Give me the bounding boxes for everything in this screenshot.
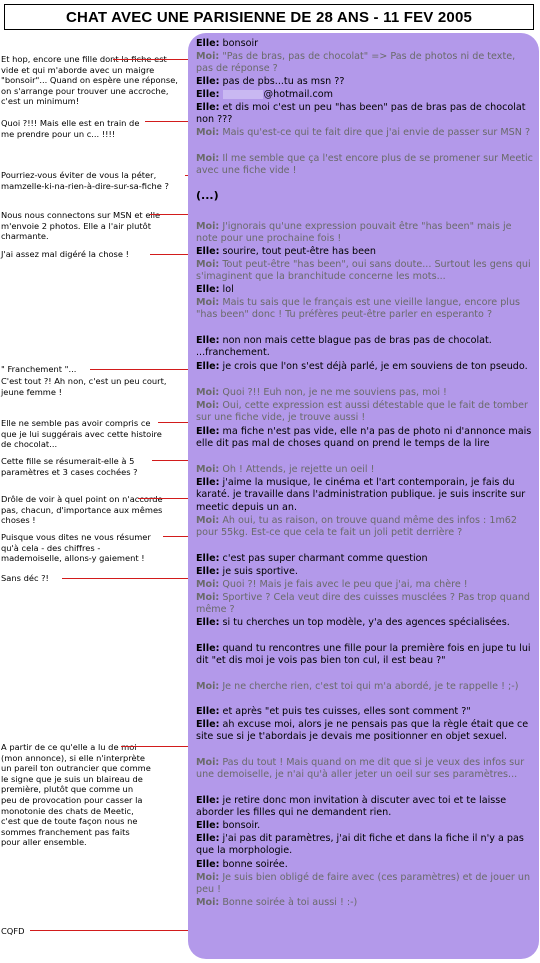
chat-message xyxy=(196,833,535,858)
connector-line xyxy=(150,214,193,215)
annotation: CQFD xyxy=(1,926,25,936)
chat-message xyxy=(196,566,535,578)
chat-message xyxy=(196,579,535,591)
chat-message xyxy=(196,859,535,871)
message-text: Oh ! Attends, je rejette un oeil ! xyxy=(222,464,375,475)
speaker-label: Moi: xyxy=(196,153,220,164)
annotation: Elle ne semble pas avoir compris ce que je lui suggérais avec cette histoire de chocolat... xyxy=(1,418,162,450)
page-title-box xyxy=(4,4,534,30)
chat-message xyxy=(196,872,535,897)
chat-message xyxy=(196,246,535,258)
chat-message xyxy=(196,795,535,820)
message-text: Sportive ? Cela veut dire des cuisses musclées ? Pas trop quand même ? xyxy=(196,592,530,616)
speaker-label: Moi: xyxy=(196,221,220,232)
annotation: C'est tout ?! Ah non, c'est un peu court, jeune femme ! xyxy=(1,376,167,397)
speaker-label: Elle: xyxy=(196,89,220,100)
speaker-label: Elle: xyxy=(196,246,220,257)
chat-message xyxy=(196,592,535,617)
speaker-label: Moi: xyxy=(196,51,220,62)
chat-message xyxy=(196,284,535,296)
chat-message xyxy=(196,76,535,88)
chat-message xyxy=(196,719,535,744)
chat-message xyxy=(196,51,535,76)
message-text: je suis sportive. xyxy=(222,566,298,577)
message-text: J'ignorais qu'une expression pouvait être "has been" mais je note pour une prochaine fois ! xyxy=(196,221,512,245)
speaker-label: Elle: xyxy=(196,617,220,628)
speaker-label: Elle: xyxy=(196,553,220,564)
speaker-label: Moi: xyxy=(196,387,220,398)
chat-message xyxy=(196,400,535,425)
chat-message xyxy=(196,617,535,629)
chat-message xyxy=(196,102,535,127)
message-text: Mais tu sais que le français est une vieille langue, encore plus "has been" donc ! Tu préfères peut-être parler en esperanto ? xyxy=(196,297,521,321)
annotation: Nous nous connectons sur MSN et elle m'envoie 2 photos. Elle a l'air plutôt charmante. xyxy=(1,210,161,242)
speaker-label: Moi: xyxy=(196,872,220,883)
message-text: Je ne cherche rien, c'est toi qui m'a abordé, je te rappelle ! ;-) xyxy=(222,681,519,692)
chat-message xyxy=(196,259,535,284)
message-text: si tu cherches un top modèle, y'a des agences spécialisées. xyxy=(222,617,510,628)
speaker-label: Elle: xyxy=(196,820,220,831)
message-text: ah excuse moi, alors je ne pensais pas que la règle était que ce site sue si je t'abordais je devais me positionner en objet sexuel. xyxy=(196,719,529,743)
speaker-label: Elle: xyxy=(196,643,220,654)
chat-message xyxy=(196,553,535,565)
speaker-label: Elle: xyxy=(196,335,220,346)
speaker-label: Moi: xyxy=(196,681,220,692)
annotation: A partir de ce qu'elle a lu de moi (mon annonce), si elle n'interprète un pareil ton outrancier que comme le signe que je suis un blaireau de première, plutôt que comme un peu de provocation pour casser la monotonie des chats de Meetic, c'est que de toute façon nous ne sommes franchement pas faits pour aller ensemble. xyxy=(1,742,151,848)
redacted-email-user xyxy=(223,90,263,99)
speaker-label: Moi: xyxy=(196,515,220,526)
chat-message xyxy=(196,38,535,50)
message-text: Tout peut-être "has been", oui sans doute... Surtout les gens qui s'imaginent que la branchitude concerne les mots... xyxy=(196,259,531,283)
message-text: lol xyxy=(222,284,234,295)
chat-message xyxy=(196,820,535,832)
speaker-label: Moi: xyxy=(196,259,220,270)
connector-line xyxy=(145,121,193,122)
message-text: c'est pas super charmant comme question xyxy=(222,553,428,564)
connector-line xyxy=(152,460,193,461)
message-text: Ah oui, tu as raison, on trouve quand même des infos : 1m62 pour 55kg. Est-ce que cela te fait un joli petit derrière ? xyxy=(196,515,517,539)
message-text: bonsoir xyxy=(222,38,259,49)
connector-line xyxy=(150,254,193,255)
chat-message xyxy=(196,757,535,782)
speaker-label: Moi: xyxy=(196,579,220,590)
chat-message xyxy=(196,706,535,718)
annotation: " Franchement "... xyxy=(1,364,77,374)
message-text: pas de pbs...tu as msn ?? xyxy=(222,76,345,87)
message-text: et dis moi c'est un peu "has been" pas de bras pas de chocolat non ??? xyxy=(196,102,526,126)
message-text: quand tu rencontres une fille pour la première fois en jupe tu lui dit "et dis moi je vois pas bien ton cul, il est beau ?" xyxy=(196,643,531,667)
speaker-label: Elle: xyxy=(196,859,220,870)
message-text: Quoi ?! Mais je fais avec le peu que j'ai, ma chère ! xyxy=(222,579,468,590)
annotation: Pourriez-vous éviter de vous la péter, mamzelle-ki-na-rien-à-dire-sur-sa-fiche ? xyxy=(1,170,169,191)
speaker-label: Elle: xyxy=(196,477,220,488)
chat-message xyxy=(196,221,535,246)
annotation: Puisque vous dites ne vous résumer qu'à cela - des chiffres - mademoiselle, allons-y gaiement ! xyxy=(1,532,151,564)
speaker-label: Elle: xyxy=(196,426,220,437)
annotation: Et hop, encore une fille dont la fiche est vide et qui m'aborde avec un maigre "bonsoir"... Quand on espère une réponse, on s'arrange pour trouver une accroche, c'est un minimum! xyxy=(1,54,178,107)
annotation: Cette fille se résumerait-elle à 5 paramètres et 3 cases cochées ? xyxy=(1,456,138,477)
annotation: Quoi ?!!! Mais elle est en train de me prendre pour un c... !!!! xyxy=(1,118,140,139)
speaker-label: Elle: xyxy=(196,284,220,295)
speaker-label: Elle: xyxy=(196,833,220,844)
speaker-label: Moi: xyxy=(196,297,220,308)
chat-ellipsis xyxy=(196,190,535,202)
message-text: ma fiche n'est pas vide, elle n'a pas de photo ni d'annonce mais elle dit pas mal de choses quand on prend le temps de la lire xyxy=(196,426,532,450)
chat-message xyxy=(196,335,535,360)
message-text: @hotmail.com xyxy=(263,89,333,100)
message-text: je retire donc mon invitation à discuter avec toi et te laisse aborder les filles qui ne demandent rien. xyxy=(196,795,507,819)
chat-message xyxy=(196,515,535,540)
chat-message xyxy=(196,426,535,451)
connector-line xyxy=(30,930,193,931)
message-text: j'ai pas dit paramètres, j'ai dit fiche et dans la fiche il n'y a pas que la morphologie. xyxy=(196,833,524,857)
message-text: bonne soirée. xyxy=(222,859,288,870)
speaker-label: Moi: xyxy=(196,592,220,603)
speaker-label: Elle: xyxy=(196,795,220,806)
speaker-label: Moi: xyxy=(196,897,220,908)
speaker-label: Elle: xyxy=(196,361,220,372)
chat-message xyxy=(196,361,535,373)
chat-message xyxy=(196,89,535,101)
speaker-label: Elle: xyxy=(196,706,220,717)
chat-message xyxy=(196,477,535,514)
speaker-label: Elle: xyxy=(196,102,220,113)
message-text: Pas du tout ! Mais quand on me dit que si je veux des infos sur une demoiselle, je n'ai qu'à aller jeter un oeil sur ses paramètres... xyxy=(196,757,525,781)
message-text: je crois que l'on s'est déjà parlé, je em souviens de ton pseudo. xyxy=(222,361,528,372)
chat-message xyxy=(196,297,535,322)
message-text: Quoi ?!! Euh non, je ne me souviens pas, moi ! xyxy=(222,387,447,398)
message-text: Bonne soirée à toi aussi ! :-) xyxy=(222,897,358,908)
chat-message xyxy=(196,897,535,909)
page-title: CHAT AVEC UNE PARISIENNE DE 28 ANS - 11 FEV 2005 xyxy=(65,8,473,26)
message-text: et après "et puis tes cuisses, elles sont comment ?" xyxy=(222,706,471,717)
message-text: Il me semble que ça l'est encore plus de se promener sur Meetic avec une fiche vide ! xyxy=(196,153,533,177)
connector-line xyxy=(121,746,193,747)
message-text: Oui, cette expression est aussi détestable que le fait de tomber sur une fiche vide, je trouve aussi ! xyxy=(196,400,528,424)
chat-message xyxy=(196,681,535,693)
message-text: non non mais cette blague pas de bras pas de chocolat. ...franchement. xyxy=(196,335,492,359)
speaker-label: Moi: xyxy=(196,464,220,475)
chat-transcript-panel xyxy=(188,33,539,959)
connector-line xyxy=(113,59,193,60)
speaker-label: Elle: xyxy=(196,38,220,49)
message-text: Mais qu'est-ce qui te fait dire que j'ai envie de passer sur MSN ? xyxy=(222,127,531,138)
speaker-label: Elle: xyxy=(196,719,220,730)
speaker-label: Elle: xyxy=(196,76,220,87)
chat-message xyxy=(196,464,535,476)
annotation: Sans déc ?! xyxy=(1,573,49,583)
annotation: Drôle de voir à quel point on n'accorde pas, chacun, d'importance aux mêmes choses ! xyxy=(1,494,163,526)
chat-message xyxy=(196,153,535,178)
message-text: bonsoir. xyxy=(222,820,261,831)
speaker-label: Elle: xyxy=(196,566,220,577)
chat-message xyxy=(196,643,535,668)
annotation: J'ai assez mal digéré la chose ! xyxy=(1,249,129,259)
message-text: (...) xyxy=(196,189,219,202)
message-text: sourire, tout peut-être has been xyxy=(222,246,376,257)
chat-message xyxy=(196,387,535,399)
message-text: Je suis bien obligé de faire avec (ces paramètres) et de jouer un peu ! xyxy=(196,872,531,896)
speaker-label: Moi: xyxy=(196,127,220,138)
chat-message xyxy=(196,127,535,139)
connector-line xyxy=(62,578,193,579)
connector-line xyxy=(138,498,193,499)
connector-line xyxy=(90,369,193,370)
speaker-label: Moi: xyxy=(196,400,220,411)
message-text: "Pas de bras, pas de chocolat" => Pas de photos ni de texte, pas de réponse ? xyxy=(196,51,516,75)
message-text: j'aime la musique, le cinéma et l'art contemporain, je fais du karaté. je travaille dans l'administration publique. je suis inscrite sur meetic depuis un an. xyxy=(196,477,526,513)
speaker-label: Moi: xyxy=(196,757,220,768)
